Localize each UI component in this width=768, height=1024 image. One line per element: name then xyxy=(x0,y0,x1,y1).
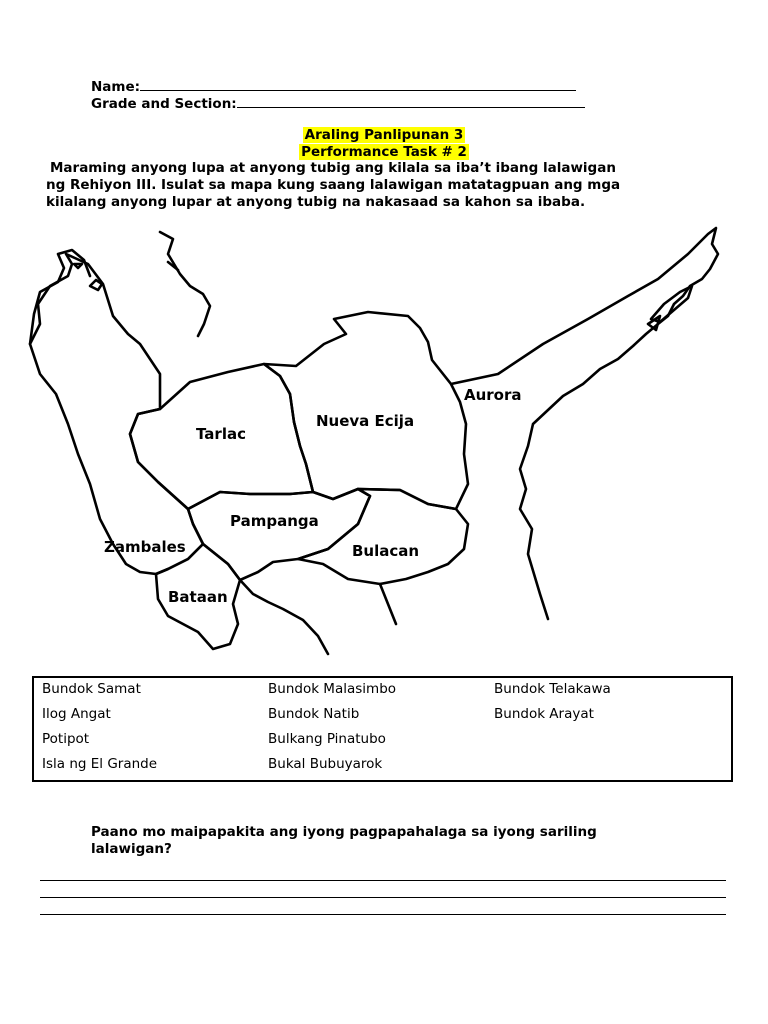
answer-line[interactable] xyxy=(40,880,726,881)
province-label-bataan: Bataan xyxy=(168,588,228,606)
word-box-item: Bundok Samat xyxy=(42,681,141,697)
bulacan-boundary xyxy=(298,489,468,584)
region-iii-map xyxy=(28,224,728,664)
reflection-question: Paano mo maipapakita ang iyong pagpapahalaga sa iyong sariling lalawigan? xyxy=(91,824,597,857)
name-blank-line[interactable] xyxy=(140,78,576,91)
task-title-text: Performance Task # 2 xyxy=(301,144,467,160)
zambales-boundary xyxy=(30,254,203,574)
answer-line[interactable] xyxy=(40,897,726,898)
province-label-pampanga: Pampanga xyxy=(230,512,319,530)
word-box-item: Bundok Arayat xyxy=(494,706,594,722)
word-box-item: Bulkang Pinatubo xyxy=(268,731,386,747)
word-box-item: Isla ng El Grande xyxy=(42,756,158,772)
subject-title-text: Araling Panlipunan 3 xyxy=(304,127,464,143)
instructions-text: Maraming anyong lupa at anyong tubig ang kilala sa iba’t ibang lalawigan ng Rehiyon III. Isulat sa mapa kung saang lalawigan matatagpuan ang mga kilalang anyong lupar at anyong tubig na nakasaad sa kahon sa ibaba. xyxy=(46,160,621,210)
nueva-ecija-boundary xyxy=(264,312,468,509)
name-field[interactable] xyxy=(91,78,576,95)
word-box-item: Ilog Angat xyxy=(42,706,111,722)
name-label: Name: xyxy=(91,79,141,95)
pampanga-boundary xyxy=(188,489,370,580)
province-label-nueva-ecija: Nueva Ecija xyxy=(316,412,415,430)
province-label-bulacan: Bulacan xyxy=(352,542,420,560)
word-box-item: Bundok Natib xyxy=(268,706,360,722)
province-label-tarlac: Tarlac xyxy=(196,425,246,443)
south-coast xyxy=(240,580,328,654)
landforms-word-box xyxy=(32,676,733,782)
subject-title xyxy=(0,127,768,143)
answer-line[interactable] xyxy=(40,914,726,915)
grade-section-field[interactable] xyxy=(91,95,585,112)
word-box-item: Potipot xyxy=(42,731,90,747)
word-box-item: Bundok Telakawa xyxy=(494,681,611,697)
lingayen-coast xyxy=(160,232,210,336)
province-label-aurora: Aurora xyxy=(464,386,522,404)
word-box-item: Bukal Bubuyarok xyxy=(268,756,383,772)
province-label-zambales: Zambales xyxy=(104,538,186,556)
task-title xyxy=(0,144,768,160)
word-box-item: Bundok Malasimbo xyxy=(268,681,397,697)
grade-section-label: Grade and Section: xyxy=(91,96,237,112)
aurora-boundary xyxy=(451,228,718,619)
grade-section-blank-line[interactable] xyxy=(237,95,585,108)
